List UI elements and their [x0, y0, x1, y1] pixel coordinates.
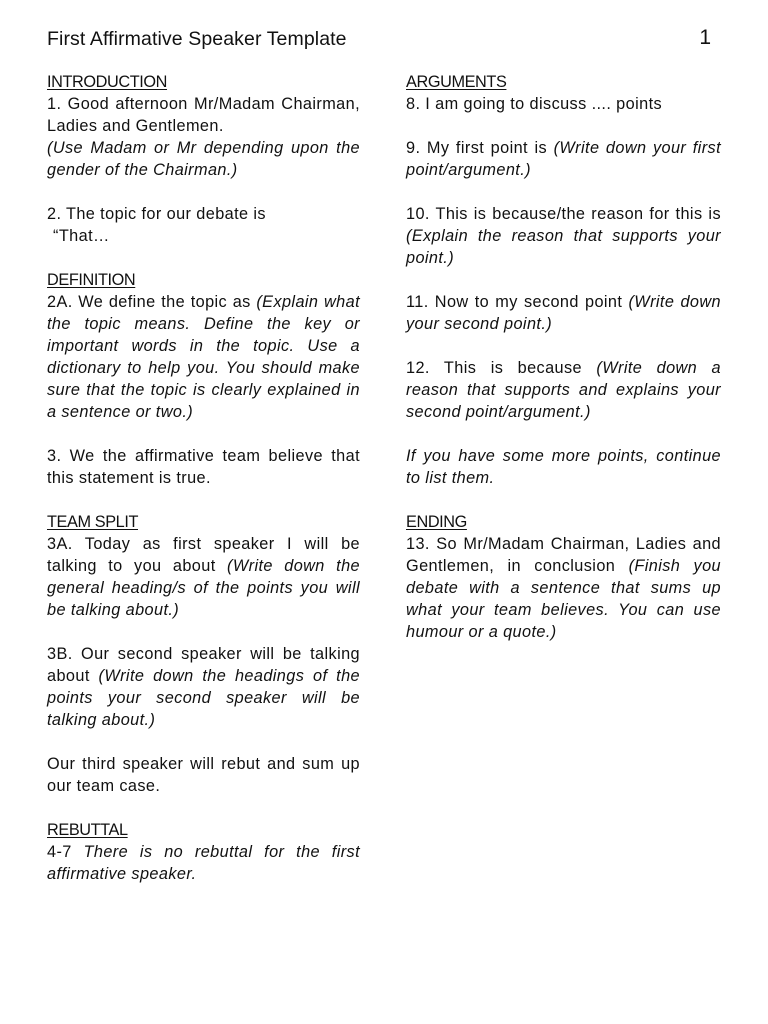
second-point: 11. Now to my second point (Write down your second point.) [406, 293, 721, 333]
right-column [406, 71, 721, 665]
introduction-greeting-note: (Use Madam or Mr depending upon the gender of the Chairman.) [47, 139, 360, 179]
ending-text: 13. So Mr/Madam Chairman, Ladies and Gentlemen, in conclusion (Finish you debate with a sentence that sums up what your team believes. You can use humour or a quote.) [406, 535, 721, 641]
third-speaker-split: Our third speaker will rebut and sum up our team case. [47, 755, 360, 795]
first-point: 9. My first point is (Write down your first point/argument.) [406, 139, 721, 179]
team-split-heading: TEAM SPLIT [47, 513, 138, 531]
definition-text: 2A. We define the topic as (Explain what the topic means. Define the key or important words in the topic. Use a dictionary to help you. You should make sure that the topic is clearly explained in a sentence or two.) [47, 293, 361, 421]
introduction-greeting: 1. Good afternoon Mr/Madam Chairman, Ladies and Gentlemen. [47, 95, 360, 135]
definition-heading: DEFINITION [47, 271, 136, 289]
introduction-topic: 2. The topic for our debate is “That… [47, 205, 266, 245]
left-column [47, 71, 360, 907]
rebuttal-heading: REBUTTAL [47, 821, 128, 839]
page-number: 1 [699, 26, 711, 49]
introduction-heading: INTRODUCTION [47, 73, 168, 91]
second-speaker-split: 3B. Our second speaker will be talking about (Write down the headings of the points your second speaker will be talking about.) [47, 645, 360, 729]
ending-heading: ENDING [406, 513, 467, 531]
first-speaker-split: 3A. Today as first speaker I will be talking to you about (Write down the general heading/s of the points you will be talking about.) [47, 535, 360, 619]
points-count: 8. I am going to discuss .... points [406, 95, 663, 113]
second-point-reason: 12. This is because (Write down a reason that supports and explains your second point/argument.) [406, 359, 721, 421]
rebuttal-text: 4-7 There is no rebuttal for the first affirmative speaker. [47, 843, 361, 883]
affirmative-belief: 3. We the affirmative team believe that this statement is true. [47, 447, 360, 487]
first-point-reason: 10. This is because/the reason for this is (Explain the reason that supports your point.) [406, 205, 721, 267]
more-points-note: If you have some more points, continue to list them. [406, 447, 721, 487]
arguments-heading: ARGUMENTS [406, 73, 507, 91]
page-title: First Affirmative Speaker Template [47, 28, 347, 50]
